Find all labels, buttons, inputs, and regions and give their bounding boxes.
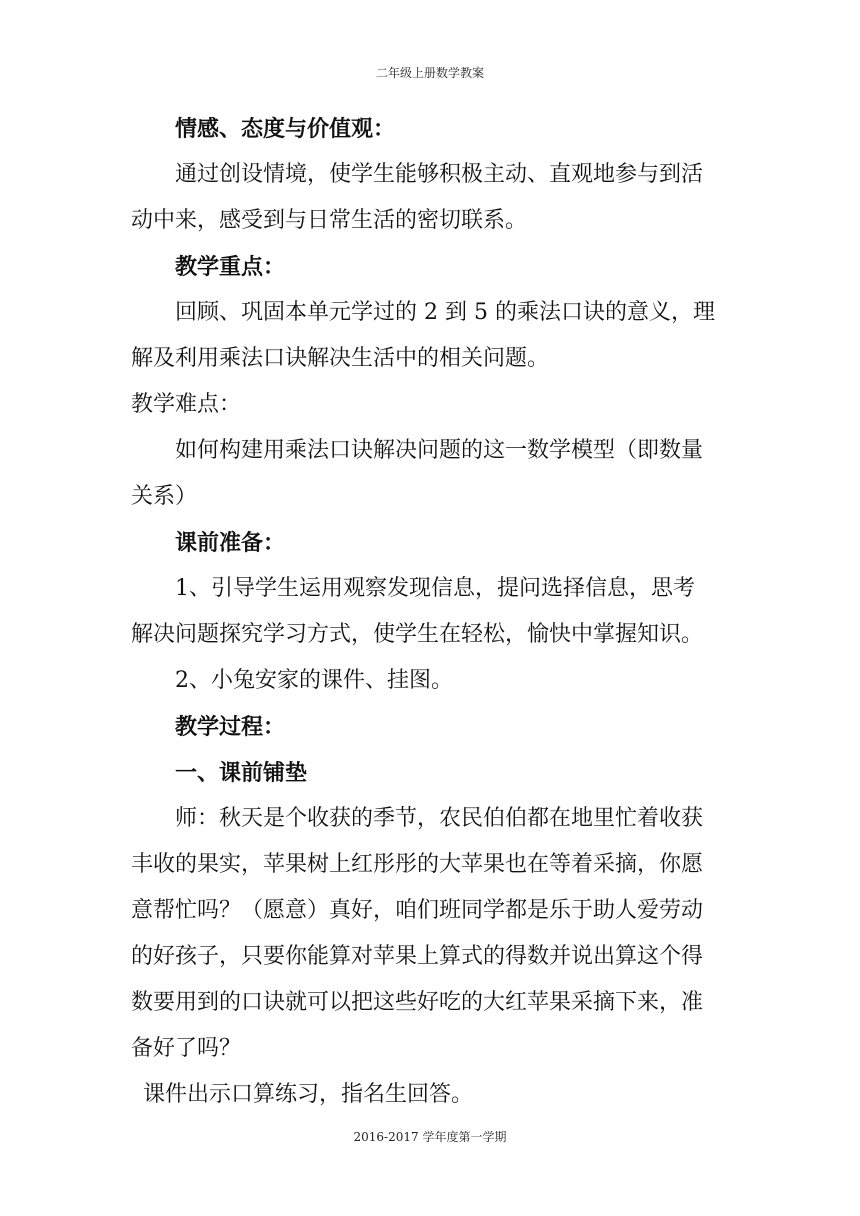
- paragraph-line: 如何构建用乘法口诀解决问题的这一数学模型（即数量: [175, 438, 704, 463]
- paragraph-line: 解及利用乘法口诀解决生活中的相关问题。: [131, 346, 550, 371]
- heading-difficulties: 教学难点：: [131, 392, 242, 417]
- paragraph-line: 备好了吗？: [131, 1036, 242, 1061]
- paragraph-line: 数要用到的口诀就可以把这些好吃的大红苹果采摘下来，准: [131, 990, 704, 1015]
- heading-attitude: 情感、态度与价值观：: [175, 116, 396, 142]
- list-item: 2、小兔安家的课件、挂图。: [175, 668, 453, 693]
- heading-process: 教学过程：: [175, 714, 286, 740]
- paragraph-line: 动中来，感受到与日常生活的密切联系。: [131, 208, 528, 233]
- paragraph-line: 关系）: [131, 484, 198, 509]
- paragraph-line: 师：秋天是个收获的季节，农民伯伯都在地里忙着收获: [175, 806, 704, 831]
- list-item: 1、引导学生运用观察发现信息，提问选择信息，思考: [175, 576, 695, 601]
- paragraph-line: 通过创设情境，使学生能够积极主动、直观地参与到活: [175, 162, 704, 187]
- paragraph-line: 意帮忙吗？（愿意）真好，咱们班同学都是乐于助人爱劳动: [131, 898, 704, 923]
- paragraph-line: 丰收的果实，苹果树上红彤彤的大苹果也在等着采摘，你愿: [131, 852, 704, 877]
- page-header: 二年级上册数学教案: [375, 66, 484, 80]
- heading-key-points: 教学重点：: [175, 254, 286, 280]
- paragraph-line: 解决问题探究学习方式，使学生在轻松，愉快中掌握知识。: [131, 622, 704, 647]
- section-heading: 一、课前铺垫: [175, 760, 308, 786]
- page-footer: 2016-2017 学年度第一学期: [353, 1130, 507, 1144]
- heading-preparation: 课前准备：: [175, 530, 286, 556]
- paragraph-line: 课件出示口算练习，指名生回答。: [143, 1082, 474, 1107]
- paragraph-line: 的好孩子，只要你能算对苹果上算式的得数并说出算这个得: [131, 944, 704, 969]
- paragraph-line: 回顾、巩固本单元学过的 2 到 5 的乘法口诀的意义，理: [175, 300, 715, 325]
